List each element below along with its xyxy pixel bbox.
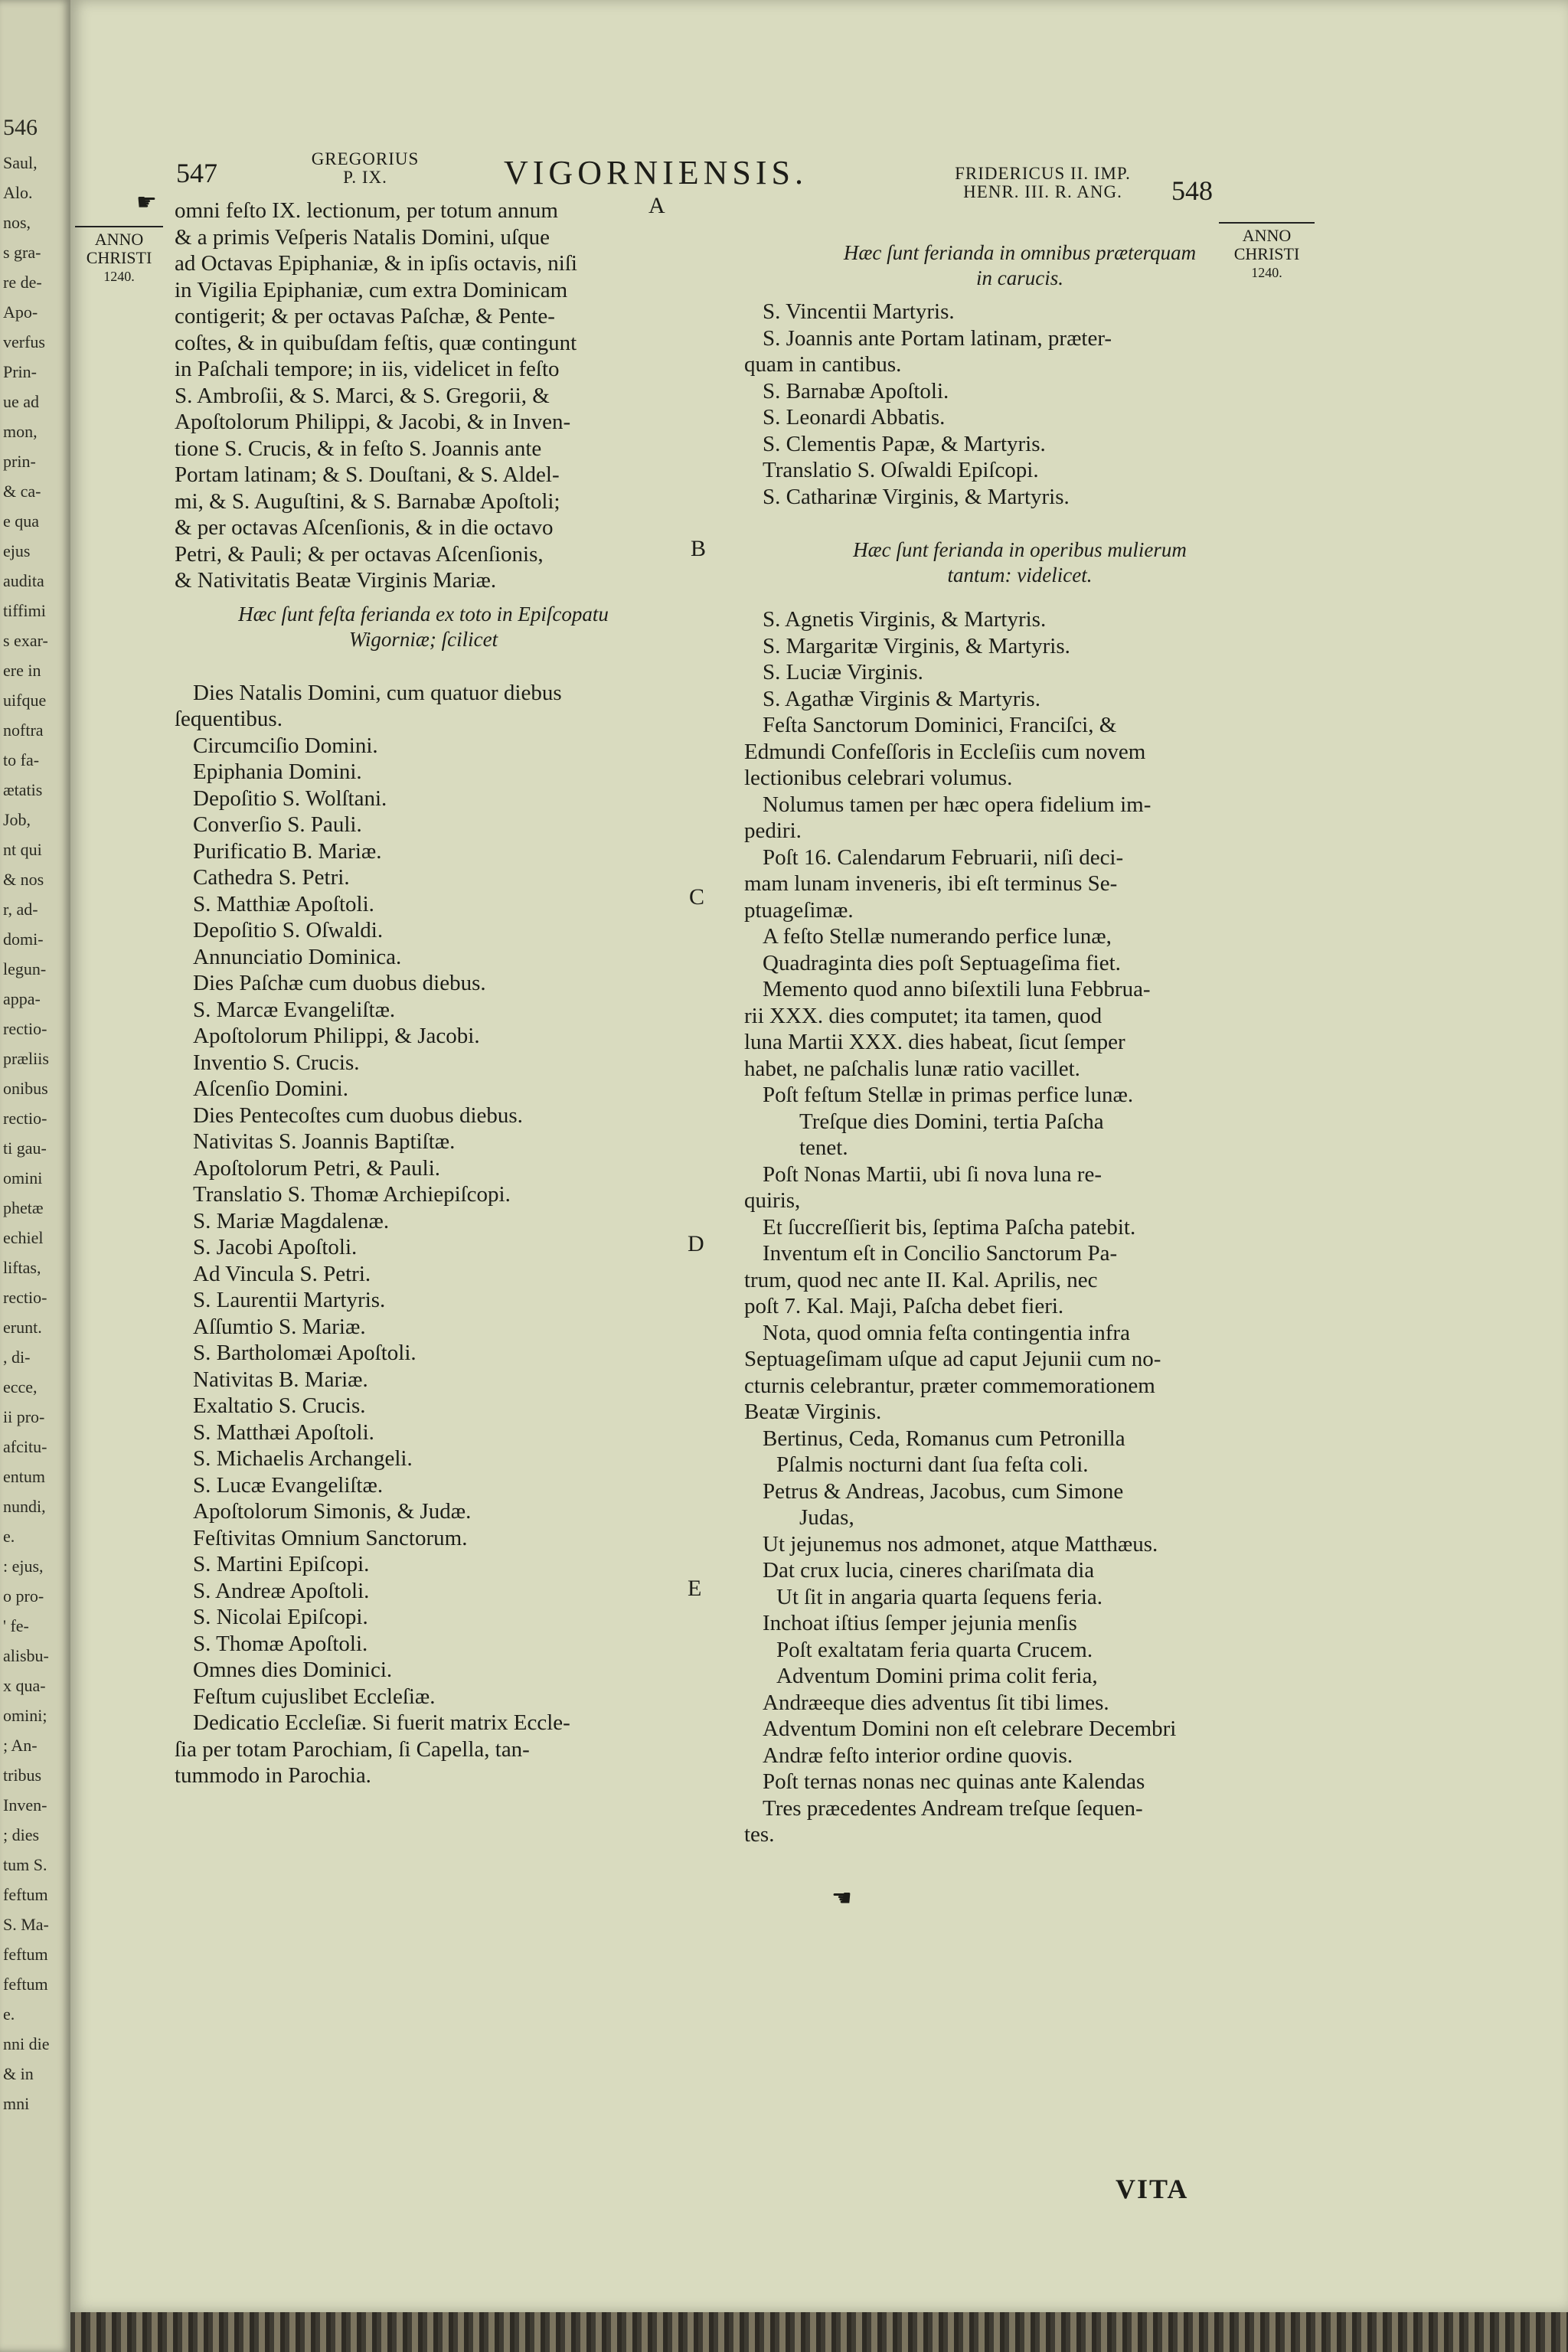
previous-page-fragment: alisbu- (3, 1646, 49, 1665)
previous-page-fragment: omini; (3, 1706, 47, 1725)
left-running-head-line2: P. IX. (343, 168, 387, 187)
feast-item: Ad Vincula S. Petri. (193, 1261, 371, 1286)
feast-item: S. Marcæ Evangeliſtæ. (193, 997, 396, 1022)
previous-page-fragment: noftra (3, 720, 44, 740)
previous-page-fragment: rectio- (3, 1109, 47, 1128)
previous-page-fragment: re de- (3, 273, 42, 292)
text-line: cturnis celebrantur, præter commemorationem (744, 1373, 1155, 1398)
previous-page-fragment: to fa- (3, 750, 40, 769)
left-running-head (292, 150, 438, 187)
feast-item: S. Lucæ Evangeliſtæ. (193, 1472, 384, 1498)
previous-page-fragment: domi- (3, 929, 44, 949)
feast-item: Exaltatio S. Crucis. (193, 1393, 366, 1418)
text-line: & a primis Veſperis Natalis Domini, uſque (175, 224, 550, 250)
previous-page-fragment: nos, (3, 213, 31, 232)
previous-page-fragment: feftum (3, 1885, 48, 1904)
section-heading-mulierum (744, 537, 1295, 588)
previous-page-fragment: ejus (3, 541, 31, 560)
section-heading-omnibus (744, 240, 1295, 291)
previous-page-fragment: mon, (3, 422, 38, 441)
text-line: tenet. (799, 1135, 848, 1160)
margin-year: 1240. (103, 269, 135, 284)
feast-item: S. Catharinæ Virginis, & Martyris. (763, 484, 1070, 509)
text-line: Poſt 16. Calendarum Februarii, niſi deci- (763, 844, 1124, 870)
feast-item: Annunciatio Dominica. (193, 944, 402, 969)
text-line: Nota, quod omnia feſta contingentia infra (763, 1320, 1130, 1345)
previous-page-fragment: Alo. (3, 183, 33, 202)
feast-item: S. Leonardi Abbatis. (763, 405, 946, 430)
feast-item: Feſtivitas Omnium Sanctorum. (193, 1525, 468, 1550)
feast-item: S. Joannis ante Portam latinam, præter- (763, 325, 1112, 351)
text-line: omni feſto IX. lectionum, per totum annum (175, 198, 558, 223)
previous-page-fragment: feftum (3, 1975, 48, 1994)
previous-page-fragment: audita (3, 571, 44, 590)
feast-item: S. Jacobi Apoſtoli. (193, 1235, 358, 1259)
text-line: tione S. Crucis, & in feſto S. Joannis ante (175, 436, 542, 461)
page-title: VIGORNIENSIS. (504, 154, 808, 191)
text-line: Judas, (799, 1505, 854, 1530)
text-line: Septuageſimam uſque ad caput Jejunii cum no- (744, 1347, 1161, 1371)
feast-item: quam in cantibus. (744, 352, 902, 377)
text-line: Et ſuccreſſierit bis, ſeptima Paſcha patebit. (763, 1214, 1136, 1240)
previous-page-fragment: Inven- (3, 1795, 47, 1815)
previous-page-number: 546 (3, 115, 38, 140)
text-line: S. Agathæ Virginis & Martyris. (763, 686, 1040, 711)
text-line: in Vigilia Epiphaniæ, cum extra Dominicam (175, 277, 568, 302)
text-line: S. Luciæ Virginis. (763, 660, 923, 684)
feast-item: Epiphania Domini. (193, 760, 362, 784)
feast-item: Depoſitio S. Oſwaldi. (193, 918, 384, 942)
previous-page-fragment: ' fe- (3, 1616, 29, 1635)
text-line: Ut ſit in angaria quarta ſequens feria. (776, 1584, 1102, 1609)
feast-item: S. Matthæi Apoſtoli. (193, 1419, 374, 1445)
previous-page-fragment: : ejus, (3, 1557, 44, 1576)
previous-page-fragment: nt qui (3, 840, 42, 859)
section-letter-a: A (648, 193, 665, 218)
previous-page-fragment: præliis (3, 1049, 49, 1068)
right-running-head-line1: FRIDERICUS II. IMP. (955, 164, 1131, 183)
previous-page-fragment: ætatis (3, 780, 43, 799)
heading-line: tantum: videlicet. (947, 564, 1093, 586)
previous-page-fragment: ere in (3, 661, 41, 680)
text-line: & Nativitatis Beatæ Virginis Mariæ. (175, 568, 497, 593)
right-running-head (897, 165, 1188, 201)
feast-intro (175, 680, 672, 733)
previous-page-fragment: Apo- (3, 302, 38, 322)
feast-item: Inventio S. Crucis. (193, 1050, 360, 1075)
text-line: Inventum eſt in Concilio Sanctorum Pa- (763, 1241, 1118, 1266)
feast-item: Feſtum cujuslibet Eccleſiæ. (193, 1684, 436, 1709)
text-line: luna Martii XXX. dies habeat, ſicut ſemper (744, 1030, 1125, 1054)
feast-item: S. Clementis Papæ, & Martyris. (763, 431, 1046, 456)
text-line: Petri, & Pauli; & per octavas Aſcenſionis, (175, 541, 544, 567)
margin-year: 1240. (1251, 265, 1282, 280)
previous-page-fragment: & ca- (3, 482, 41, 501)
feast-item: S. Bartholomæi Apoſtoli. (193, 1341, 416, 1365)
text-line: Adventum Domini prima colit feria, (776, 1664, 1098, 1688)
heading-line: Hæc ſunt ferianda in omnibus præterquam (843, 241, 1197, 264)
feast-list-omnibus (744, 299, 1295, 510)
feast-item: Aſcenſio Domini. (193, 1076, 348, 1101)
previous-page-fragment: ; An- (3, 1736, 38, 1755)
previous-page-fragment: phetæ (3, 1198, 44, 1217)
previous-page-fragment: rectio- (3, 1288, 47, 1307)
text-line: Andræ feſto interior ordine quovis. (763, 1743, 1073, 1768)
text-line: Quadraginta dies poſt Septuageſima fiet. (763, 950, 1121, 975)
previous-page-fragment: s gra- (3, 243, 41, 262)
feast-item: S. Matthiæ Apoſtoli. (193, 891, 374, 916)
text-line: Dat crux lucia, cineres chariſmata dia (763, 1558, 1095, 1583)
text-line: Andræeque dies adventus ſit tibi limes. (763, 1690, 1109, 1715)
feast-item: S. Barnabæ Apoſtoli. (763, 378, 949, 403)
text-line: trum, quod nec ante II. Kal. Aprilis, nec (744, 1267, 1098, 1292)
feast-item: Converſio S. Pauli. (193, 812, 362, 837)
text-line: contigerit; & per octavas Paſchæ, & Pente- (175, 304, 555, 328)
text-line: Petrus & Andreas, Jacobus, cum Simone (763, 1478, 1124, 1504)
previous-page-fragment: ; dies (3, 1825, 40, 1844)
previous-page-fragment: liftas, (3, 1258, 41, 1277)
feast-item: S. Vincentii Martyris. (763, 299, 955, 324)
heading-line: in carucis. (976, 266, 1063, 289)
text-line: Beatæ Virginis. (744, 1400, 882, 1424)
previous-page-fragment: mni (3, 2094, 30, 2113)
text-line: Ut jejunemus nos admonet, atque Matthæus. (763, 1531, 1158, 1557)
text-line: ſequentibus. (175, 707, 283, 731)
previous-page-fragment: tribus (3, 1766, 42, 1785)
feast-item: Dies Paſchæ cum duobus diebus. (193, 971, 486, 995)
feast-item: S. Nicolai Epiſcopi. (193, 1605, 368, 1629)
previous-page-fragment: tum S. (3, 1855, 47, 1874)
previous-page-fragment: prin- (3, 452, 36, 471)
text-line: Bertinus, Ceda, Romanus cum Petronilla (763, 1426, 1125, 1451)
previous-page-fragment: tiffimi (3, 601, 46, 620)
previous-page-fragment: uifque (3, 691, 47, 710)
previous-page-fragment: o pro- (3, 1586, 44, 1606)
feast-item: Apoſtolorum Philippi, & Jacobi. (193, 1024, 480, 1048)
text-line: Memento quod anno biſextili luna Febbrua- (763, 977, 1151, 1001)
previous-page-fragment: feftum (3, 1945, 48, 1964)
feast-item: Depoſitio S. Wolſtani. (193, 786, 387, 811)
text-line: & per octavas Aſcenſionis, & in die octavo (175, 515, 554, 540)
text-line: Edmundi Confeſſoris in Eccleſiis cum novem (744, 739, 1146, 764)
feast-item: Translatio S. Thomæ Archiepiſcopi. (193, 1182, 511, 1207)
feast-item: Aſſumtio S. Mariæ. (193, 1314, 366, 1339)
heading-line: Wigorniæ; ſcilicet (348, 627, 498, 651)
text-line: S. Ambroſii, & S. Marci, & S. Gregorii, & (175, 383, 550, 408)
text-line: Treſque dies Domini, tertia Paſcha (799, 1109, 1104, 1134)
text-line: Poſt Nonas Martii, ubi ſi nova luna re- (763, 1161, 1102, 1187)
previous-page-fragment: e. (3, 2004, 15, 2024)
text-line: rii XXX. dies computet; ita tamen, quod (744, 1003, 1102, 1028)
text-line: Tres præcedentes Andream treſque ſequen- (763, 1795, 1143, 1821)
right-page-number: 548 (1171, 175, 1213, 206)
text-line: poſt 7. Kal. Maji, Paſcha debet fieri. (744, 1294, 1064, 1318)
text-line: quiris, (744, 1188, 801, 1213)
previous-page-fragment: & in (3, 2064, 34, 2083)
previous-page-edge (0, 0, 70, 2352)
catchword: VITA (1116, 2174, 1189, 2204)
previous-page-fragment: omini (3, 1168, 43, 1187)
previous-page-fragment: , di- (3, 1348, 31, 1367)
feast-item: Nativitas B. Mariæ. (193, 1367, 368, 1392)
text-line: A feſto Stellæ numerando perfice lunæ, (763, 924, 1112, 949)
section-heading-ferianda-ex-toto (175, 602, 672, 652)
feast-item: Purificatio B. Mariæ. (193, 838, 382, 864)
previous-page-fragment: Job, (3, 810, 31, 829)
text-line: Poſt exaltatam feria quarta Crucem. (776, 1637, 1093, 1662)
text-line: Nolumus tamen per hæc opera fidelium im- (763, 792, 1152, 817)
margin-anno: ANNO (94, 230, 144, 249)
text-line: mi, & S. Auguſtini, & S. Barnabæ Apoſtoli; (175, 488, 560, 514)
right-running-head-line2: HENR. III. R. ANG. (963, 182, 1122, 201)
margin-christi: CHRISTI (1233, 244, 1300, 263)
previous-page-fragment: & nos (3, 870, 44, 889)
text-line: ad Octavas Epiphaniæ, & in ipſis octavis, niſi (175, 251, 577, 276)
feast-item: S. Michaelis Archangeli. (193, 1446, 413, 1471)
feast-item: Translatio S. Oſwaldi Epiſcopi. (763, 458, 1039, 482)
text-line: habet, ne paſchalis lunæ ratio vacillet. (744, 1056, 1080, 1081)
text-line: Inchoat iſtius ſemper jejunia menſis (763, 1611, 1077, 1635)
left-margin-year-note (75, 226, 163, 286)
previous-page-fragment: S. Ma- (3, 1915, 49, 1934)
text-line: ſia per totam Parochiam, ſi Capella, tan- (175, 1736, 530, 1762)
feast-item: Apoſtolorum Simonis, & Judæ. (193, 1499, 472, 1524)
previous-page-fragment: onibus (3, 1079, 48, 1098)
text-line: lectionibus celebrari volumus. (744, 766, 1013, 790)
section-letter-e: E (688, 1576, 702, 1601)
left-running-head-line1: GREGORIUS (311, 149, 420, 168)
opening-paragraph (175, 198, 672, 594)
feast-item: Apoſtolorum Petri, & Pauli. (193, 1155, 441, 1181)
pointing-hand-icon: ☚ (831, 1886, 852, 1911)
previous-page-fragment: erunt. (3, 1318, 42, 1337)
margin-anno: ANNO (1242, 226, 1292, 245)
text-line: coſtes, & in quibuſdam feſtis, quæ contingunt (175, 330, 577, 355)
previous-page-fragment: entum (3, 1467, 45, 1486)
previous-page-fragment: ii pro- (3, 1407, 45, 1426)
previous-page-fragment: rectio- (3, 1019, 47, 1038)
text-line: Poſt feſtum Stellæ in primas perfice lunæ. (763, 1083, 1134, 1107)
previous-page-fragment: Prin- (3, 362, 37, 381)
previous-page-fragment: e qua (3, 511, 40, 531)
previous-page-fragment: ti gau- (3, 1138, 47, 1158)
feast-item: S. Mariæ Magdalenæ. (193, 1208, 390, 1233)
text-line: Feſta Sanctorum Dominici, Franciſci, & (763, 713, 1117, 737)
feast-item: S. Thomæ Apoſtoli. (193, 1631, 368, 1656)
page-bottom-edge (70, 2312, 1568, 2352)
feast-item: S. Martini Epiſcopi. (193, 1552, 370, 1576)
text-line: ptuageſimæ. (744, 897, 854, 923)
text-line: Portam latinam; & S. Douſtani, & S. Aldel- (175, 462, 560, 487)
text-line: pediri. (744, 818, 802, 843)
text-line: tummodo in Parochia. (175, 1763, 371, 1788)
feast-item: S. Andreæ Apoſtoli. (193, 1578, 370, 1603)
feast-item: S. Laurentii Martyris. (193, 1288, 386, 1312)
feast-item: Dies Pentecoſtes cum duobus diebus. (193, 1102, 523, 1128)
text-line: S. Agnetis Virginis, & Martyris. (763, 607, 1047, 632)
feast-item: Cathedra S. Petri. (193, 865, 350, 890)
previous-page-fragment: ue ad (3, 392, 40, 411)
previous-page-fragment: nundi, (3, 1497, 46, 1516)
section-letter-c: C (689, 884, 705, 910)
pointing-hand-icon: ☛ (136, 190, 157, 215)
previous-page-fragment: e. (3, 1527, 15, 1546)
text-line: Pſalmis nocturni dant ſua feſta coli. (776, 1452, 1089, 1477)
right-column (744, 233, 1295, 1848)
feast-item: Omnes dies Dominici. (193, 1658, 393, 1682)
previous-page-fragment: ecce, (3, 1377, 38, 1396)
previous-page-fragment: Saul, (3, 153, 38, 172)
text-line: Dedicatio Eccleſiæ. Si fuerit matrix Eccle- (193, 1710, 570, 1735)
previous-page-fragment: afcitu- (3, 1437, 47, 1456)
previous-page-fragment: appa- (3, 989, 41, 1008)
text-line: Dies Natalis Domini, cum quatuor diebus (193, 680, 562, 705)
text-line: S. Margaritæ Virginis, & Martyris. (763, 633, 1070, 658)
text-line: in Paſchali tempore; in iis, videlicet in feſto (175, 357, 560, 381)
feast-list (175, 733, 672, 1710)
previous-page-fragment: legun- (3, 959, 47, 978)
text-block-computus (744, 606, 1295, 1848)
text-line: Poſt ternas nonas nec quinas ante Kalendas (763, 1769, 1145, 1794)
section-letter-b: B (691, 536, 707, 561)
text-line: Apoſtolorum Philippi, & Jacobi, & in Inven- (175, 410, 571, 434)
left-page-number: 547 (176, 158, 217, 188)
previous-page-fragment: s exar- (3, 631, 48, 650)
margin-christi: CHRISTI (86, 248, 152, 267)
previous-page-fragment: x qua- (3, 1676, 46, 1695)
feast-item: Circumciſio Domini. (193, 733, 378, 758)
previous-page-fragment: r, ad- (3, 900, 38, 919)
previous-page-fragment: verfus (3, 332, 45, 351)
closing-paragraph (175, 1710, 672, 1789)
heading-line: Hæc ſunt ferianda in operibus mulierum (853, 538, 1187, 561)
book-page (70, 0, 1568, 2312)
heading-line: Hæc ſunt feſta ferianda ex toto in Epiſcopatu (238, 602, 609, 626)
text-line: mam lunam inveneris, ibi eſt terminus Se- (744, 871, 1118, 896)
section-letter-d: D (688, 1231, 704, 1256)
text-line: Adventum Domini non eſt celebrare Decembri (763, 1717, 1177, 1741)
text-line: tes. (744, 1822, 775, 1847)
previous-page-fragment: nni die (3, 2034, 50, 2053)
previous-page-fragment: echiel (3, 1228, 44, 1247)
left-column (175, 198, 672, 1789)
feast-item: Nativitas S. Joannis Baptiſtæ. (193, 1129, 456, 1154)
